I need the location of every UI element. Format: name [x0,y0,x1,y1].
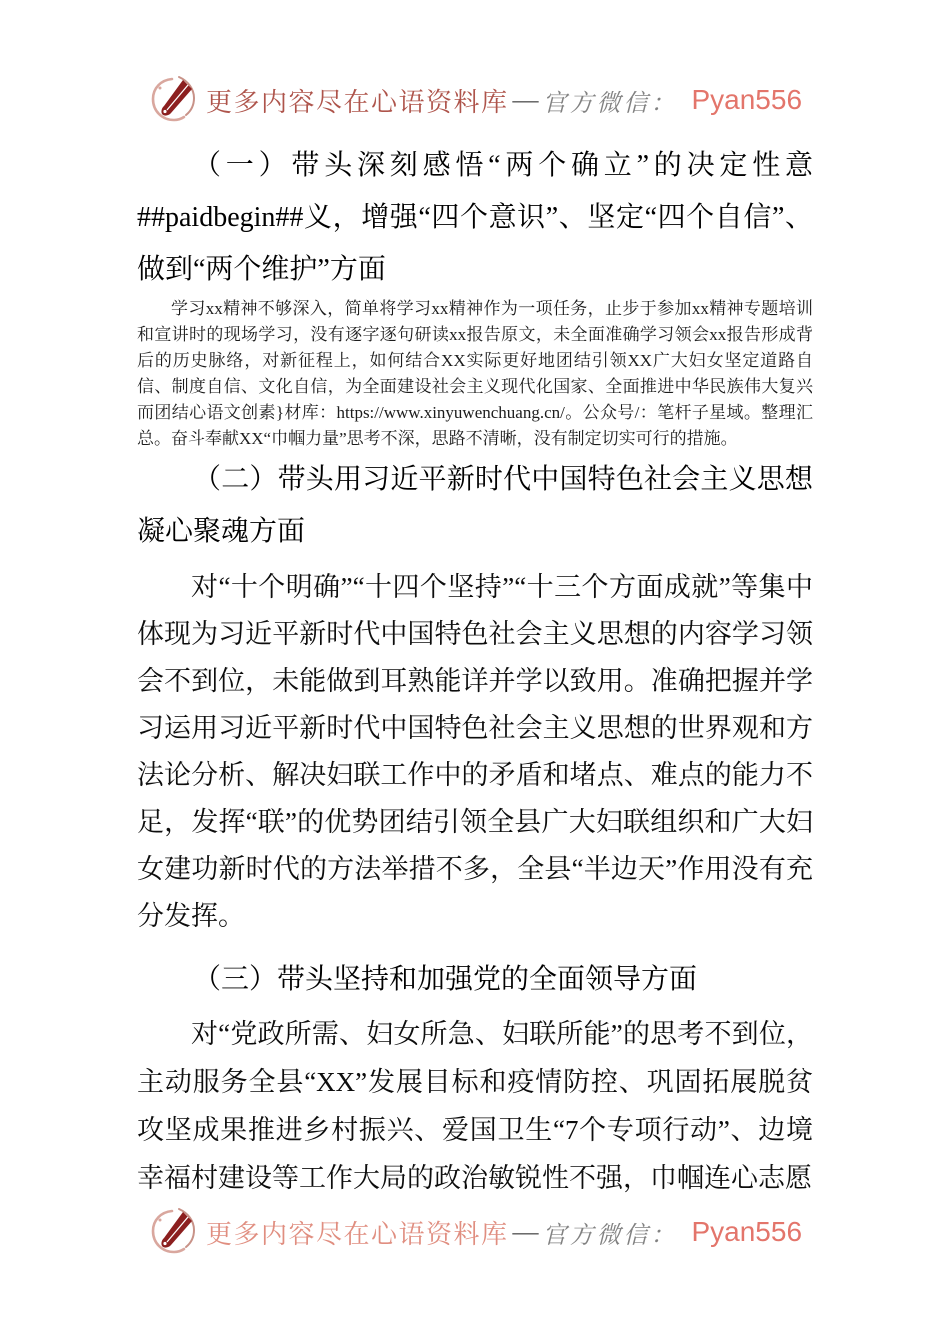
section-heading-2: （二）带头用习近平新时代中国特色社会主义思想凝心聚魂方面 [137,464,813,547]
pen-logo-icon [148,74,198,126]
wechat-id: Pyan556 [691,84,803,115]
wechat-label: 官方微信： [542,1222,678,1249]
footer-watermark [0,1206,950,1258]
section-3-paragraph: 对“党政所需、妇女所急、妇联所能”的思考不到位，主动服务全县“XX”发展目标和疫情防控、巩固拓展脱贫攻坚成果推进乡村振兴、爱国卫生“7个专项行动”、边境幸福村建设等工作大局的政治敏锐性不强，巾帼连心志愿 [137,1019,813,1193]
section-2-paragraph: 对“十个明确”“十四个坚持”“十三个方面成就”等集中体现为习近平新时代中国特色社会主义思想的内容学习领会不到位，未能做到耳熟能详并学以致用。准确把握并学习运用习近平新时代中国特色社会主义思想的世界观和方法论分析、解决妇联工作中的矛盾和堵点、难点的能力不足，发挥“联”的优势团结引领全县广大妇联组织和广大妇女建功新时代的方法举措不多，全县“半边天”作用没有充分发挥。 [137,572,813,931]
small-annotation-paragraph: 学习xx精神不够深入，简单将学习xx精神作为一项任务，止步于参加xx精神专题培训和宣讲时的现场学习，没有逐字逐句研读xx报告原文，未全面准确学习领会xx报告形成背后的历史脉络，对新征程上，如何结合XX实际更好地团结引领XX广大妇女坚定道路自信、制度自信、文化自信，为全面建设社会主义现代化国家、全面推进中华民族伟大复兴而团结心语文创素}材库：https://www.xinyuwenchuang.cn/。公众号/：笔杆子星域。整理汇总。奋斗奉献XX“巾帼力量”思考不深，思路不清晰，没有制定切实可行的措施。 [137,299,813,448]
section-heading-1: （一）带头深刻感悟“两个确立”的决定性意##paidbegin##义，增强“四个意识”、坚定“四个自信”、做到“两个维护”方面 [137,150,813,285]
wechat-label: 官方微信： [542,90,678,117]
header-watermark [0,74,950,126]
pen-logo-icon [148,1206,198,1258]
brand-dash: — [512,1217,539,1246]
document-content [137,140,813,1202]
brand-text: 更多内容尽在心语资料库 [205,1219,509,1249]
wechat-id: Pyan556 [691,1216,803,1247]
brand-dash: — [512,85,539,114]
brand-text: 更多内容尽在心语资料库 [205,87,509,117]
section-heading-3: （三）带头坚持和加强党的全面领导方面 [193,964,698,995]
